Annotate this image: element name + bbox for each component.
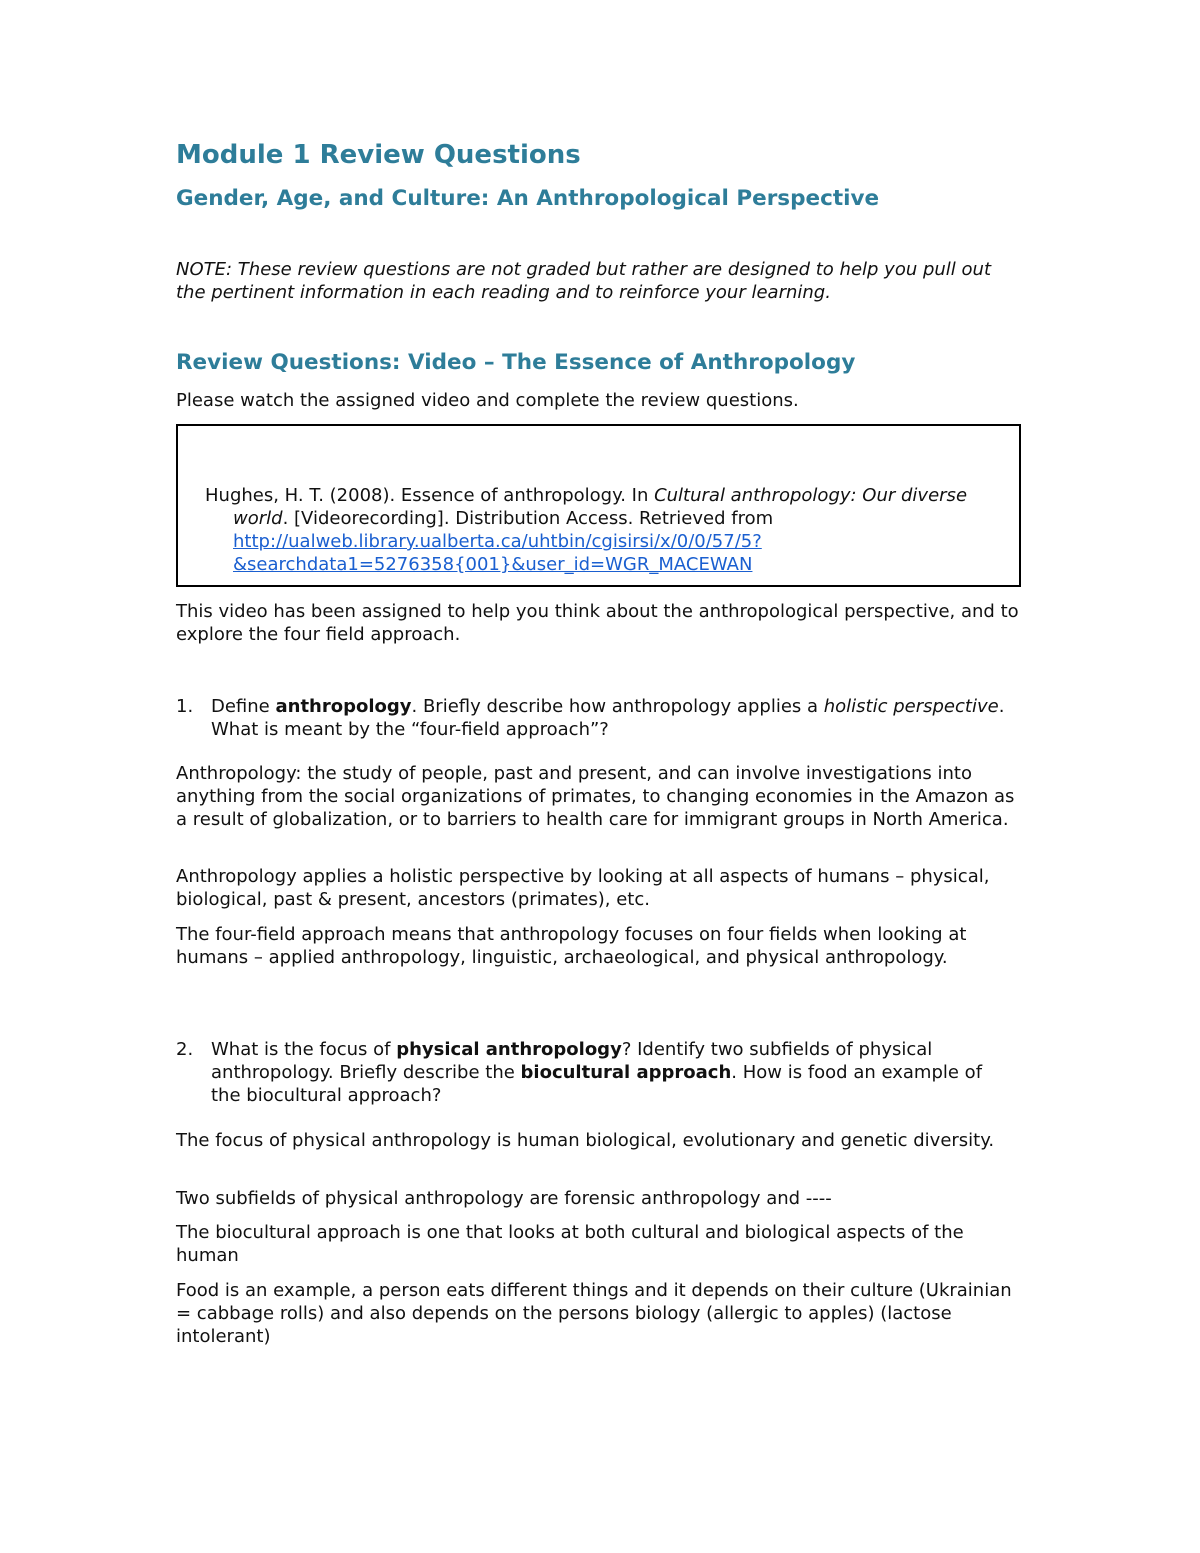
reference-link-line2[interactable]: &searchdata1=5276358{001}&user_id=WGR_MACEWAN xyxy=(233,554,753,575)
answer-1-paragraph-2: Anthropology applies a holistic perspective by looking at all aspects of humans – physical, biological, past & present, ancestors (primates), etc. xyxy=(176,866,990,910)
reference-box xyxy=(176,424,1021,587)
question-2 xyxy=(176,1038,1026,1107)
question-1-term-anthropology: anthropology xyxy=(275,696,412,717)
answer-2-paragraph-2: Two subfields of physical anthropology are forensic anthropology and ---- xyxy=(176,1188,832,1209)
question-1-post: . What is meant by the “four-field approach”? xyxy=(211,696,1005,740)
answer-1-paragraph-1: Anthropology: the study of people, past and present, and can involve investigations into anything from the social organizations of primates, to changing economies in the Amazon as a result of globalization, or to barriers to health care for immigrant groups in North America. xyxy=(176,763,1015,830)
question-2-pre: What is the focus of xyxy=(211,1039,397,1060)
answer-2-paragraph-4: Food is an example, a person eats different things and it depends on their culture (Ukrainian = cabbage rolls) and also depends on the persons biology (allergic to apples) (lactose intolerant) xyxy=(176,1280,1012,1347)
reference-link-line1[interactable]: http://ualweb.library.ualberta.ca/uhtbin/cgisirsi/x/0/0/57/5? xyxy=(233,531,762,552)
video-intro-paragraph: This video has been assigned to help you think about the anthropological perspective, and to explore the four field approach. xyxy=(176,601,1019,645)
page-title: Module 1 Review Questions xyxy=(176,140,581,170)
question-2-post: . How is food an example of the biocultural approach? xyxy=(211,1062,983,1106)
answer-2-paragraph-1: The focus of physical anthropology is human biological, evolutionary and genetic diversity. xyxy=(176,1130,995,1151)
reference-source-text: . [Videorecording]. Distribution Access. Retrieved from xyxy=(282,508,774,529)
note-paragraph: NOTE: These review questions are not graded but rather are designed to help you pull out the pertinent information in each reading and to reinforce your learning. xyxy=(176,259,992,303)
reference-link[interactable] xyxy=(233,531,762,575)
question-1 xyxy=(176,695,1026,741)
page-subtitle: Gender, Age, and Culture: An Anthropological Perspective xyxy=(176,186,880,211)
question-2-term-biocultural-approach: biocultural approach xyxy=(520,1062,732,1083)
instruction-text: Please watch the assigned video and complete the review questions. xyxy=(176,390,799,411)
question-1-term-holistic: holistic perspective xyxy=(823,696,999,717)
answer-2-paragraph-3: The biocultural approach is one that looks at both cultural and biological aspects of the human xyxy=(176,1222,964,1266)
question-1-text xyxy=(211,695,1011,741)
section-heading: Review Questions: Video – The Essence of Anthropology xyxy=(176,350,856,375)
question-2-term-physical-anthropology: physical anthropology xyxy=(396,1039,622,1060)
reference-book-title: Cultural anthropology: Our diverse world xyxy=(233,485,968,529)
question-2-text xyxy=(211,1038,1011,1107)
question-1-pre: Define xyxy=(211,696,276,717)
question-1-number: 1. xyxy=(176,696,194,717)
question-2-mid: ? Identify two subfields of physical anthropology. Briefly describe the xyxy=(211,1039,933,1083)
reference-citation xyxy=(205,484,1003,576)
answer-1-paragraph-3: The four-field approach means that anthropology focuses on four fields when looking at humans – applied anthropology, linguistic, archaeological, and physical anthropology. xyxy=(176,924,967,968)
question-1-mid: . Briefly describe how anthropology applies a xyxy=(411,696,824,717)
reference-author-text: Hughes, H. T. (2008). Essence of anthropology. In xyxy=(205,485,655,506)
question-2-number: 2. xyxy=(176,1039,194,1060)
